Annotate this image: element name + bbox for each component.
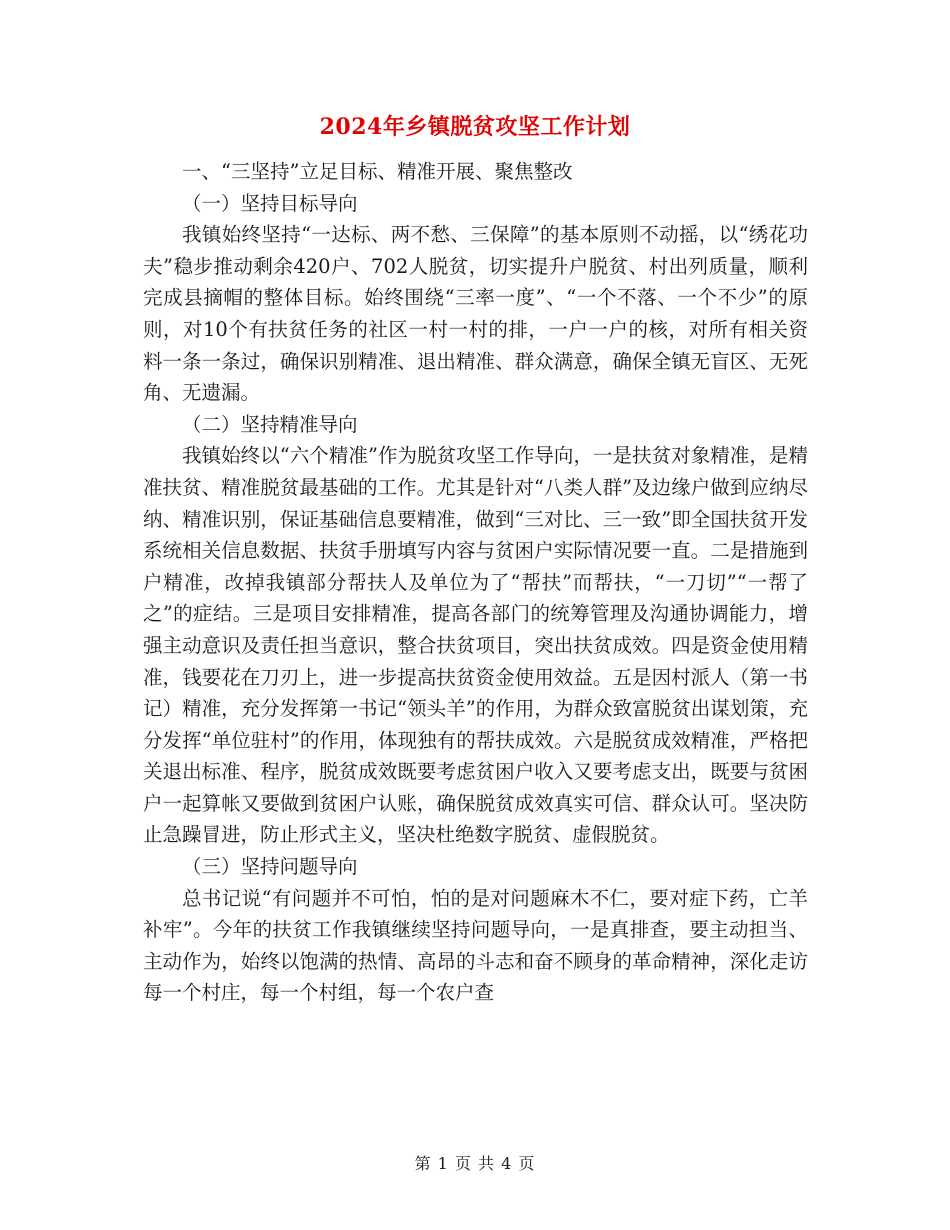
document-body — [143, 156, 808, 1009]
section-heading: 一、“三坚持”立足目标、精准开展、聚焦整改 — [182, 160, 573, 183]
subsection-heading: （二）坚持精准导向 — [182, 412, 358, 436]
body-paragraph: 我镇始终坚持“一达标、两不愁、三保障”的基本原则不动摇，以“绣花功夫”稳步推动剩余420户、702人脱贫，切实提升户脱贫、村出列质量，顺利完成县摘帽的整体目标。始终围绕“三率一度”、“一个不落、一个不少”的原则，对10个有扶贫任务的社区一村一村的排，一户一户的核，对所有相关资料一条一条过，确保识别精准、退出精准、群众满意，确保全镇无盲区、无死角、无遗漏。 — [143, 223, 808, 405]
body-paragraph: 总书记说“有问题并不可怕，怕的是对问题麻木不仁，要对症下药，亡羊补牢”。今年的扶贫工作我镇继续坚持问题导向，一是真排查，要主动担当、主动作为，始终以饱满的热情、高昂的斗志和奋不顾身的革命精神，深化走访每一个村庄，每一个村组，每一个农户查 — [143, 886, 808, 1005]
subsection-heading: （一）坚持目标导向 — [182, 191, 358, 215]
subsection-heading: （三）坚持问题导向 — [182, 855, 358, 879]
body-paragraph: 我镇始终以“六个精准”作为脱贫攻坚工作导向，一是扶贫对象精准，是精准扶贫、精准脱贫最基础的工作。尤其是针对“八类人群”及边缘户做到应纳尽纳、精准识别，保证基础信息要精准，做到“三对比、三一致”即全国扶贫开发系统相关信息数据、扶贫手册填写内容与贫困户实际情况要一直。二是措施到户精准，改掉我镇部分帮扶人及单位为了“帮扶”而帮扶，“一刀切”“一帮了之”的症结。三是项目安排精准，提高各部门的统筹管理及沟通协调能力，增强主动意识及责任担当意识，整合扶贫项目，突出扶贫成效。四是资金使用精准，钱要花在刀刃上，进一步提高扶贫资金使用效益。五是因村派人（第一书记）精准，充分发挥第一书记“领头羊”的作用，为群众致富脱贫出谋划策，充分发挥“单位驻村”的作用，体现独有的帮扶成效。六是脱贫成效精准，严格把关退出标准、程序，脱贫成效既要考虑贫困户收入又要考虑支出，既要与贫困户一起算帐又要做到贫困户认账，确保脱贫成效真实可信、群众认可。坚决防止急躁冒进，防止形式主义，坚决杜绝数字脱贫、虚假脱贫。 — [143, 444, 808, 847]
document-title: 2024年乡镇脱贫攻坚工作计划 — [319, 114, 631, 140]
page-footer: 第 1 页 共 4 页 — [414, 1154, 536, 1173]
